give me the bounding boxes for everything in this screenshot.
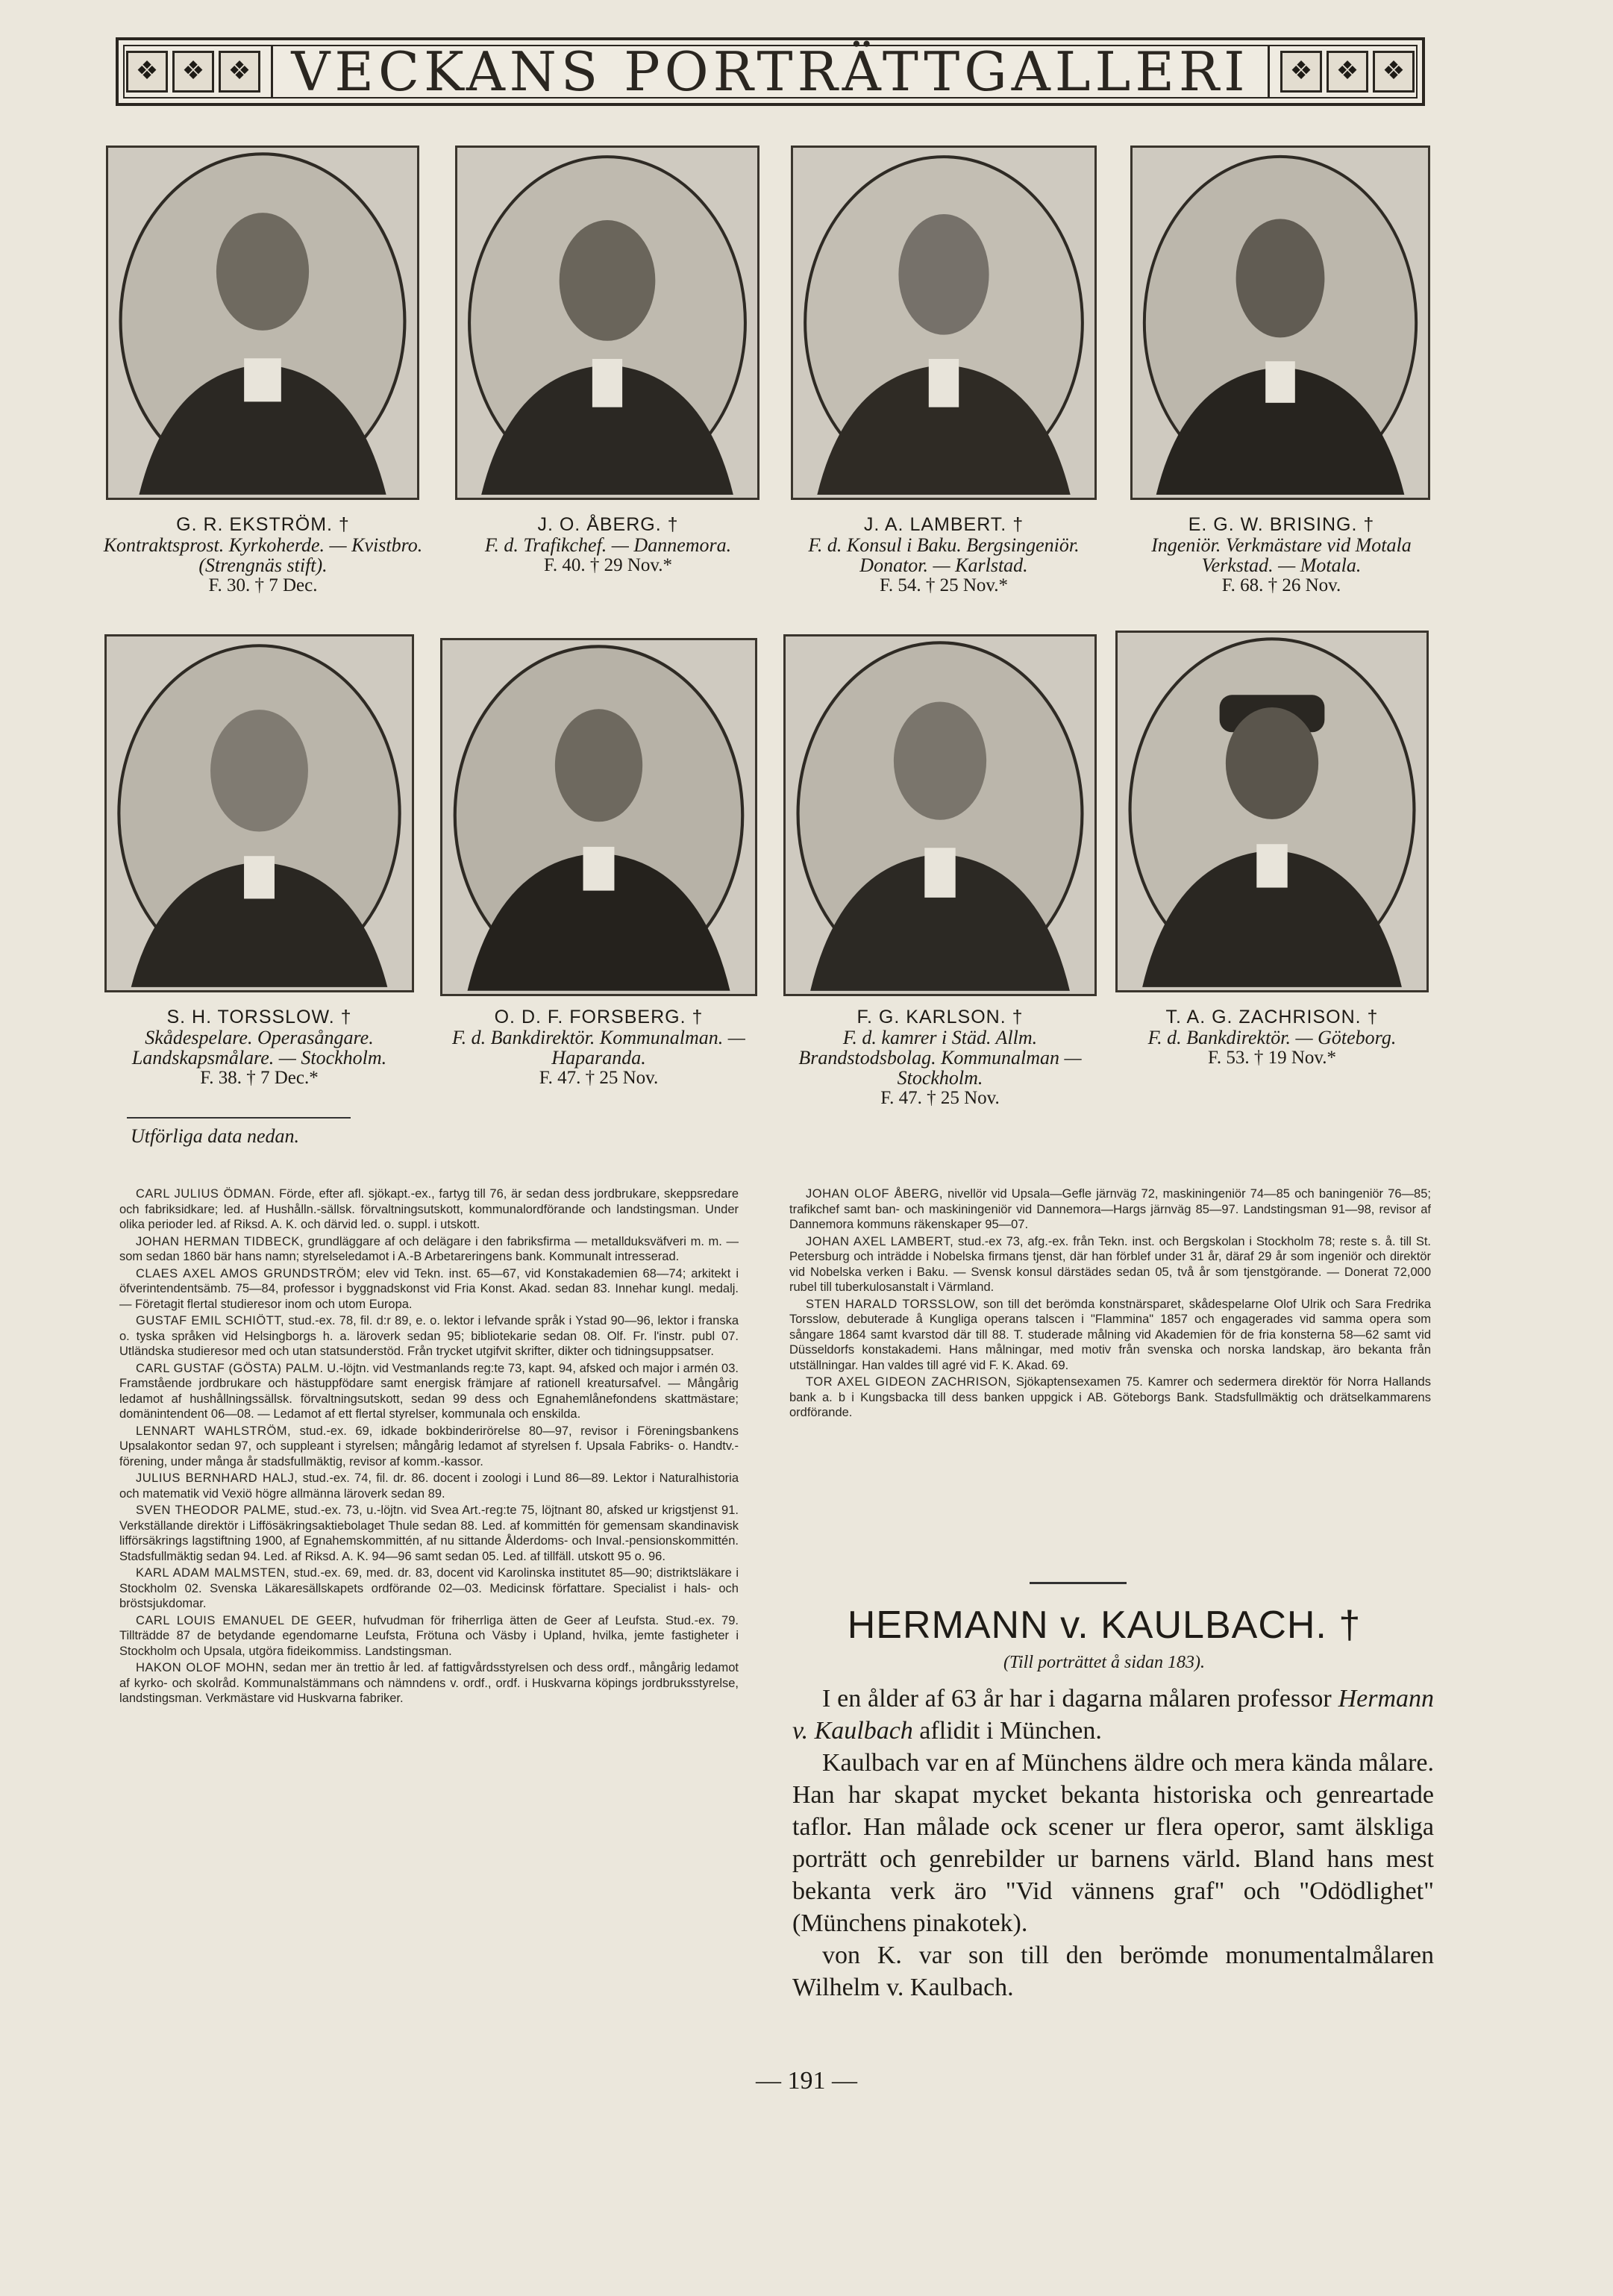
- portrait-dates: F. 47. † 25 Nov.: [880, 1088, 1000, 1108]
- bio-text: stud.-ex. 78, fil. d:r 89, e. o. lektor i lefvande språk i Ystad 90—96, lektor i franska o. tyska språken vid Helsingborgs h. a. läroverk sedan 95; bibliotekarie sedan 08. Olf. Fr. l'instr. publ 07. Utländska studieresor med och utan statsunderstöd. Från trycket utgifvit skrifter, dikter och tidningsuppsatser.: [119, 1314, 739, 1358]
- portrait-name: T. A. G. ZACHRISON. †: [1165, 1007, 1379, 1027]
- gallery-header: [116, 37, 1425, 106]
- portrait-photo-brising: [1130, 146, 1430, 500]
- bio-entry: [119, 1186, 739, 1233]
- bio-name: SVEN THEODOR PALME,: [136, 1504, 290, 1517]
- section-divider: [1030, 1582, 1127, 1584]
- bio-entry: [119, 1503, 739, 1564]
- ornament-icon: ❖: [1280, 51, 1322, 93]
- bio-entry: [789, 1374, 1431, 1421]
- ornament-icon: ❖: [126, 51, 168, 93]
- portrait-name: S. H. TORSSLOW. †: [166, 1007, 352, 1027]
- bio-entry: [789, 1234, 1431, 1295]
- article-paragraph: von K. var son till den berömde monumentalmålaren Wilhelm v. Kaulbach.: [792, 1942, 1434, 2001]
- bio-entry: [119, 1266, 739, 1313]
- bio-entry: [119, 1424, 739, 1470]
- article-person-name: Hermann v. Kaulbach: [792, 1685, 1434, 1745]
- bio-text: stud.-ex. 69, med. dr. 83, docent vid Karolinska institutet 85—90; distriktsläkare i Stockholm 02. Svenska Läkaresällskapets ordförande 02—03. Medicinsk författare. Specialist i hals- och bröstsjukdomar.: [119, 1566, 739, 1610]
- bio-name: GUSTAF EMIL SCHIÖTT,: [136, 1314, 285, 1327]
- portrait-dates: F. 54. † 25 Nov.*: [879, 575, 1009, 595]
- article-paragraph: [792, 1683, 1434, 1747]
- caption-lambert: [776, 515, 1112, 595]
- bio-name: JULIUS BERNHARD HALJ,: [136, 1471, 298, 1485]
- data-note: Utförliga data nedan.: [131, 1125, 300, 1147]
- article-title: HERMANN v. KAULBACH. †: [847, 1604, 1362, 1647]
- bio-text: elev vid Tekn. inst. 65—67, vid Konstakademien 68—74; arkitekt i öfverintendentsämb. 75—84, professor i byggnadskonst vid Fria Konst. Akad. sedan 83. Innehar kungl. medalj. — Företagit flertal studieresor inom och utom Europa.: [119, 1266, 739, 1311]
- bio-text: hufvudman för friherrliga ätten de Geer af Leufsta. Stud.-ex. 79. Tillträdde 87 de betydande egendomarne Leufsta, Frötuna och Väsby i Upland, hvilka, jemte fastigheter i Stockholm och Upsala, utgöra fideikommiss. Landstingsman.: [119, 1613, 739, 1658]
- bio-name: KARL ADAM MALMSTEN,: [136, 1566, 290, 1580]
- caption-ekstrom: [93, 515, 433, 595]
- bio-name: STEN HARALD TORSSLOW,: [806, 1297, 979, 1311]
- caption-zachrison: [1108, 1007, 1436, 1068]
- portrait-description: F. d. Bankdirektör. Kommunalman. — Haparanda.: [452, 1027, 745, 1069]
- portrait-photo-zachrison: [1115, 631, 1429, 992]
- portrait-dates: F. 38. † 7 Dec.*: [200, 1068, 319, 1088]
- portrait-description: F. d. Trafikchef. — Dannemora.: [484, 534, 732, 556]
- bio-text: Förde, efter afl. sjökapt.-ex., fartyg till 76, är sedan dess jordbrukare, skeppsredare och fabriksidkare; led. af Hushålln.-sällsk. förvaltningsutskott, kommunalordförande och landstingsman. Under olika perioder led. af Riksd. A. K. och därvid led. o. suppl. i utskott.: [119, 1187, 739, 1231]
- portrait-photo-aberg: [455, 146, 759, 500]
- bio-text: grundläggare af och delägare i den fabriksfirma — metallduksväfveri m. m. — som sedan 1860 bär hans namn; styrelseledamot i A.-B Arbetareringens bank. Kommunalt intresserad.: [119, 1234, 739, 1263]
- ornament-icon: ❖: [1327, 51, 1368, 93]
- article-text: I en ålder af 63 år har i dagarna målaren professor: [822, 1685, 1338, 1712]
- portrait-name: J. O. ÅBERG. †: [537, 514, 679, 535]
- bio-name: CLAES AXEL AMOS GRUNDSTRÖM;: [136, 1266, 361, 1280]
- portrait-name: G. R. EKSTRÖM. †: [176, 514, 350, 535]
- portrait-photo-karlson: [783, 634, 1097, 996]
- caption-forsberg: [425, 1007, 772, 1088]
- bio-entry: [789, 1186, 1431, 1233]
- portrait-description: F. d. kamrer i Städ. Allm. Brandstodsbolag. Kommunalman — Stockholm.: [798, 1027, 1082, 1089]
- ornament-icon: ❖: [1373, 51, 1415, 93]
- portrait-photo-forsberg: [440, 638, 757, 996]
- bio-name: JOHAN AXEL LAMBERT,: [806, 1234, 954, 1248]
- bio-name: CARL JULIUS ÖDMAN.: [136, 1187, 275, 1201]
- bio-entry: [119, 1613, 739, 1660]
- article-text: aflidit i München.: [912, 1717, 1102, 1745]
- bio-text: stud.-ex. 74, fil. dr. 86. docent i zoologi i Lund 86—89. Lektor i Naturalhistoria och matematik vid Vexiö högre allmänna läroverk sedan 89.: [119, 1471, 739, 1501]
- note-rule: [127, 1117, 351, 1119]
- caption-torsslow: [93, 1007, 425, 1088]
- portrait-name: O. D. F. FORSBERG. †: [494, 1007, 704, 1027]
- bio-name: CARL LOUIS EMANUEL DE GEER,: [136, 1613, 357, 1627]
- bio-text: nivellör vid Upsala—Gefle järnväg 72, maskiningeniör 74—85 och baningeniör 76—85; trafikchef samt ban- och maskiningeniör vid Dannemora—Hargs järnväg 85—97. Landstingsman 91—98, revisor af Dannemora kommuns räkenskaper 95—07.: [789, 1187, 1431, 1231]
- bio-name: TOR AXEL GIDEON ZACHRISON,: [806, 1375, 1012, 1389]
- portrait-dates: F. 40. † 29 Nov.*: [543, 555, 673, 575]
- page-number: — 191 —: [756, 2067, 857, 2095]
- portrait-name: F. G. KARLSON. †: [856, 1007, 1024, 1027]
- bio-column-right: [789, 1186, 1431, 1422]
- bio-text: sedan mer än trettio år led. af fattigvårdsstyrelsen och dess ordf., mångårig ledamot af kyrko- och skolråd. Kommunalstämmans och nämndens v. ordf., ordf. i Huskvarna köpings jordbruksstyrelse, landstingsman. Verkmästare vid Huskvarna fabriker.: [119, 1661, 739, 1705]
- portrait-dates: F. 47. † 25 Nov.: [539, 1068, 659, 1088]
- bio-column-left: [119, 1186, 739, 1708]
- portrait-description: Kontraktsprost. Kyrkoherde. — Kvistbro. (Strengnäs stift).: [103, 534, 423, 576]
- bio-text: stud.-ex. 73, u.-löjtn. vid Svea Art.-reg:te 75, löjtnant 80, afsked ur krigstjenst 91. Verkställande direktör i Liffösäkringsaktiebolaget Thule sedan 88. Led. af kommittén för gemensam skandinavisk lifförsäkrings lagstiftning 1900, af Egnahemskommittén, af nu sittande Ålderdoms- och Inval.-pensionskommittén. Stadsfullmäktig sedan 94. Led. af Riksd. A. K. 94—96 samt sedan 05. Led. af tillfäll. utskott 95 o. 96.: [119, 1504, 739, 1563]
- portrait-photo-ekstrom: [106, 146, 419, 500]
- portrait-description: Ingeniör. Verkmästare vid Motala Verkstad. — Motala.: [1151, 534, 1412, 576]
- bio-entry: [119, 1234, 739, 1265]
- bio-name: HAKON OLOF MOHN,: [136, 1661, 269, 1674]
- bio-text: stud.-ex. 69, idkade bokbinderirörelse 80—97, revisor i Föreningsbankens Upsalakontor sedan 97, och suppleant i styrelsen; mångårig ledamot af styrelsen f. Upsala Fabriks- o. Handtv.-förening, under många år stadsfullmäktig, revisor af komm.-kassor.: [119, 1424, 739, 1468]
- bio-text: stud.-ex 73, afg.-ex. från Tekn. inst. och Bergskolan i Stockholm 78; reste s. å. till St. Petersburg och inträdde i Nobelska firmans tjenst, där han förblef under 31 år, däraf 29 år som ingeniör och direktör vid Nobelska verken i Baku. — Svensk konsul därstädes sedan 05, två år som tjenstgörande. — Donerat 72,000 rubel till tuberkulosanstalt i Värmland.: [789, 1234, 1431, 1294]
- caption-karlson: [772, 1007, 1108, 1108]
- bio-text: Sjökaptensexamen 75. Kamrer och sedermera direktör för Norra Hallands bank a. b i Kungsbacka till dess banken uppgick i AB. Göteborgs Bank. Stadsfullmäktig och drätselkammarens ordförande.: [789, 1375, 1431, 1419]
- header-ornaments-left: [126, 51, 260, 93]
- bio-text: son till det berömda konstnärsparet, skådespelarne Olof Ulrik och Sara Fredrika Torsslow, debuterade å Kungliga operans talscen i "Flammina" 1857 och engagerades vid samma opera som sångare 1864 samt kvarstod där till 88. T. studerade målning vid Akademien för de fria konsterna 58—62 samt vid Düsseldorfs konstakademi. Hans målningar, med motiv från svenska och norska landskap, äro bekanta från utställningar. Han valdes till agré vid F. K. Akad. 69.: [789, 1297, 1431, 1372]
- bio-entry: [119, 1660, 739, 1707]
- bio-name: CARL GUSTAF (GÖSTA) PALM.: [136, 1361, 324, 1375]
- bio-name: JOHAN HERMAN TIDBECK,: [136, 1234, 304, 1248]
- portrait-name: E. G. W. BRISING. †: [1188, 514, 1375, 535]
- article-body: [792, 1683, 1434, 2003]
- ornament-icon: ❖: [172, 51, 214, 93]
- portrait-description: F. d. Konsul i Baku. Bergsingeniör. Donator. — Karlstad.: [808, 534, 1080, 576]
- portrait-name: J. A. LAMBERT. †: [863, 514, 1024, 535]
- portrait-photo-lambert: [791, 146, 1097, 500]
- article-paragraph: Kaulbach var en af Münchens äldre och mera kända målare. Han har skapat mycket bekanta historiska och genreartade taflor. Han målade ock scener ur flera operor, samt älskliga porträtt och genrebilder ur barnens värld. Bland hans mest bekanta verk äro "Vid vännens graf" och "Odödlighet" (Münchens pinakotek).: [792, 1749, 1434, 1937]
- bio-entry: [789, 1297, 1431, 1374]
- ornament-icon: ❖: [219, 51, 260, 93]
- portrait-dates: F. 53. † 19 Nov.*: [1207, 1048, 1337, 1068]
- caption-aberg: [436, 515, 780, 575]
- bio-name: LENNART WAHLSTRÖM,: [136, 1424, 292, 1438]
- bio-entry: [119, 1361, 739, 1422]
- caption-brising: [1115, 515, 1447, 595]
- bio-entry: [119, 1313, 739, 1360]
- portrait-photo-torsslow: [104, 634, 414, 992]
- header-ornaments-right: [1280, 51, 1415, 93]
- portrait-dates: F. 68. † 26 Nov.: [1221, 575, 1341, 595]
- article-subtitle: (Till porträttet å sidan 183).: [1003, 1653, 1206, 1672]
- bio-entry: [119, 1565, 739, 1612]
- portrait-dates: F. 30. † 7 Dec.: [208, 575, 318, 595]
- bio-entry: [119, 1471, 739, 1501]
- bio-text: U.-löjtn. vid Vestmanlands reg:te 73, kapt. 94, afsked och major i armén 03. Framstående jordbrukare och hästuppfödare samt energisk främjare af rationell kreatursafvel. — Mångårig ledamot af hushållningssällsk. förvaltningsutskott, sedan 99 dess och Egnahemlånefondens skattmästare; domänintendent 06—08. — Ledamot af ett flertal styrelser, kommunala och enskilda.: [119, 1361, 739, 1421]
- portrait-description: Skådespelare. Operasångare. Landskapsmålare. — Stockholm.: [131, 1027, 387, 1069]
- page-title: VECKANS PORTRÄTTGALLERI: [271, 46, 1270, 98]
- portrait-description: F. d. Bankdirektör. — Göteborg.: [1147, 1027, 1397, 1048]
- bio-name: JOHAN OLOF ÅBERG,: [806, 1187, 943, 1201]
